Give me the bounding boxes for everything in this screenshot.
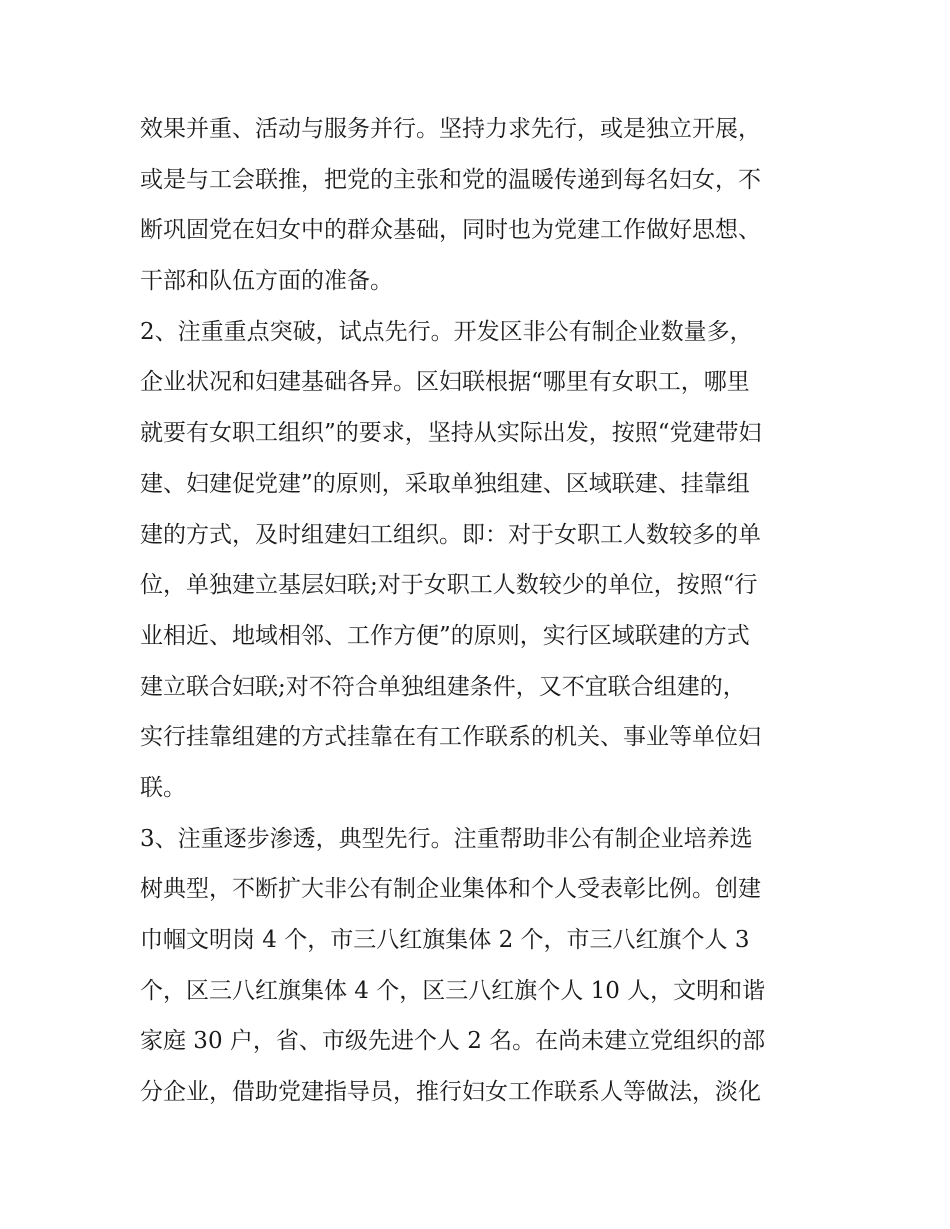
text-line: 家庭 30 户，省、市级先进个人 2 名。在尚未建立党组织的部: [140, 1028, 766, 1055]
text-line: 或是与工会联推，把党的主张和党的温暖传递到每名妇女，不: [140, 166, 761, 193]
text-line: 个，区三八红旗集体 4 个，区三八红旗个人 10 人，文明和谐: [140, 977, 766, 1004]
text-line: 巾帼文明岗 4 个，市三八红旗集体 2 个，市三八红旗个人 3: [140, 927, 750, 953]
text-line: 位，单独建立基层妇联;对于女职工人数较少的单位，按照“行: [140, 572, 758, 599]
text-line: 业相近、地域相邻、工作方便”的原则，实行区域联建的方式: [140, 622, 750, 649]
text-line: 就要有女职工组织”的要求，坚持从实际出发，按照“党建带妇: [140, 420, 762, 447]
text-line: 建、妇建促党建”的原则，采取单独组建、区域联建、挂靠组: [140, 470, 750, 497]
text-line: 断巩固党在妇女中的群众基础，同时也为党建工作做好思想、: [140, 217, 761, 244]
text-line: 联。: [140, 774, 186, 801]
text-line: 干部和队伍方面的准备。: [140, 268, 393, 295]
text-line: 建的方式，及时组建妇工组织。即：对于女职工人数较多的单: [140, 521, 761, 548]
section-2-heading-line: 2、注重重点突破，试点先行。开发区非公有制企业数量多，: [140, 318, 753, 345]
text-line: 实行挂靠组建的方式挂靠在有工作联系的机关、事业等单位妇: [140, 724, 761, 751]
text-line: 效果并重、活动与服务并行。坚持力求先行，或是独立开展，: [140, 116, 761, 142]
text-line: 企业状况和妇建基础各异。区妇联根据“哪里有女职工，哪里: [140, 369, 750, 396]
section-3-heading-line: 3、注重逐步渗透，典型先行。注重帮助非公有制企业培养选: [140, 825, 753, 852]
body-text: [140, 104, 820, 1118]
text-line: 树典型，不断扩大非公有制企业集体和个人受表彰比例。创建: [140, 876, 761, 903]
text-line: 建立联合妇联;对不符合单独组建条件，又不宜联合组建的，: [140, 673, 746, 700]
text-line: 分企业，借助党建指导员，推行妇女工作联系人等做法，淡化: [140, 1079, 761, 1106]
